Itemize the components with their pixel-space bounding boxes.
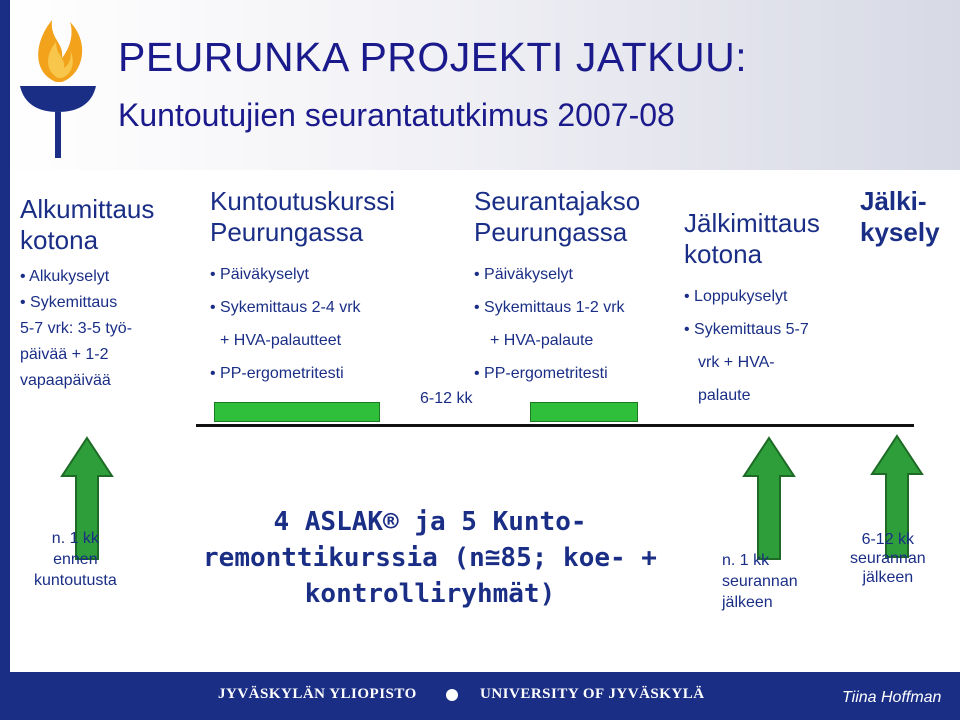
- course-duration-bar: [214, 402, 380, 422]
- phase-item: • Sykemittaus 5-7: [684, 321, 809, 338]
- university-torch-logo: [12, 12, 104, 160]
- description-line: remonttikurssia (n≅85; koe- +: [203, 543, 657, 573]
- phase-item: + HVA-palautteet: [220, 332, 342, 349]
- phase-item: • PP-ergometritesti: [474, 365, 608, 382]
- timepoint-line: ennen: [53, 551, 98, 568]
- phase-item: vrk + HVA-: [698, 354, 775, 371]
- phase-seurantajakso: [474, 186, 640, 390]
- header-band: [0, 0, 960, 170]
- timepoint-line: n. 1 kk: [722, 552, 770, 569]
- description-line: kontrolliryhmät): [304, 579, 556, 609]
- timepoint-line: 6-12 kk: [861, 531, 915, 548]
- phase-item: päivää + 1-2: [20, 346, 109, 363]
- timepoint-line: jälkeen: [862, 569, 914, 586]
- footer-author: Tiina Hoffman: [842, 689, 942, 706]
- phase-alkumittaus: [20, 194, 154, 394]
- page-subtitle: Kuntoutujien seurantatutkimus 2007-08: [118, 97, 675, 133]
- phase-item: • Sykemittaus: [20, 294, 118, 311]
- footer-university-en: UNIVERSITY OF JYVÄSKYLÄ: [480, 686, 705, 702]
- phase-title: Jälki-: [860, 186, 927, 216]
- phase-title: Kuntoutuskurssi: [210, 186, 395, 216]
- phase-item: palaute: [698, 387, 751, 404]
- page-title: PEURUNKA PROJEKTI JATKUU:: [118, 34, 748, 80]
- phase-title: Peurungassa: [210, 217, 364, 247]
- side-stripe: [0, 0, 10, 672]
- phase-item: + HVA-palaute: [490, 332, 594, 349]
- phase-item: 5-7 vrk: 3-5 työ-: [20, 320, 133, 337]
- timepoint-before: [34, 528, 117, 591]
- timepoint-line: seurannan: [722, 573, 798, 590]
- phase-item: • Päiväkyselyt: [474, 266, 573, 283]
- timepoint-line: kuntoutusta: [34, 572, 117, 589]
- timeline-line: [196, 424, 914, 427]
- followup-duration-bar: [530, 402, 638, 422]
- phase-title: Peurungassa: [474, 217, 628, 247]
- timepoint-line: n. 1 kk: [51, 530, 99, 547]
- phase-item: • Loppukyselyt: [684, 288, 788, 305]
- timepoint-line: seurannan: [850, 550, 926, 567]
- gap-label: 6-12 kk: [420, 390, 473, 407]
- footer-separator-dot: [446, 689, 458, 701]
- phase-title: kotona: [20, 225, 99, 255]
- phase-item: • Päiväkyselyt: [210, 266, 309, 283]
- phase-item: • PP-ergometritesti: [210, 365, 344, 382]
- phase-item: • Alkukyselyt: [20, 268, 110, 285]
- phase-title: Alkumittaus: [20, 194, 155, 224]
- phase-jalkimittaus: [684, 208, 820, 412]
- footer-university-fi: JYVÄSKYLÄN YLIOPISTO: [218, 686, 417, 702]
- timepoint-6-12-months: [850, 530, 926, 587]
- phase-title: Jälkimittaus: [684, 208, 820, 238]
- description-line: 4 ASLAK® ja 5 Kunto-: [273, 507, 587, 537]
- phase-title: kysely: [860, 217, 940, 247]
- timepoint-after-followup: [722, 550, 798, 613]
- phase-title: Seurantajakso: [474, 186, 641, 216]
- timepoint-line: jälkeen: [722, 594, 773, 611]
- phase-title: kotona: [684, 239, 763, 269]
- participants-description: [180, 504, 680, 612]
- up-arrow-icon: [742, 436, 796, 561]
- phase-item: • Sykemittaus 2-4 vrk: [210, 299, 361, 316]
- phase-item: vapaapäivää: [20, 372, 111, 389]
- phase-kuntoutuskurssi: [210, 186, 395, 390]
- phase-item: • Sykemittaus 1-2 vrk: [474, 299, 625, 316]
- phase-jalkikysely: [860, 186, 940, 248]
